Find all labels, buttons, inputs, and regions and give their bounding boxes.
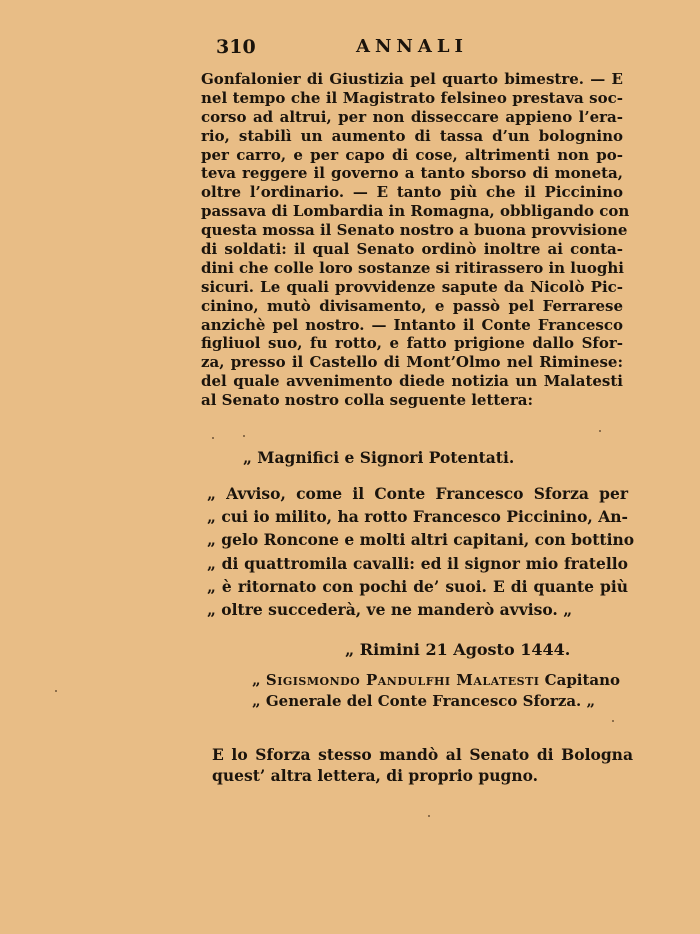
letter-date: „ Rimini 21 Agosto 1444. — [345, 640, 571, 659]
letter-body — [207, 482, 635, 621]
signature-title: Capitano — [539, 671, 621, 689]
closing-line-last: quest’ altra lettera, di proprio pugno. — [212, 765, 539, 785]
body-text — [201, 70, 630, 410]
paper-speck — [55, 690, 57, 692]
closing-line: E lo Sforza stesso mandò al Senato di Bologna — [212, 745, 633, 764]
letter-line: „ è ritornato con pochi de’ suoi. E di quante più — [207, 576, 628, 596]
signature-line-1 — [252, 670, 621, 691]
text-line: corso ad altrui, per non disseccare appieno l’era- — [201, 107, 623, 126]
running-title: ANNALI — [356, 36, 468, 57]
letter-signature — [252, 670, 621, 712]
paper-speck — [612, 720, 614, 722]
text-line: anzichè pel nostro. — Intanto il Conte Francesco — [201, 315, 623, 334]
letter-line-last: „ oltre succederà, ve ne manderò avviso. „ — [207, 599, 573, 619]
text-line: teva reggere il governo a tanto sborso di moneta, — [201, 164, 623, 183]
text-line: figliuol suo, fu rotto, e fatto prigione dallo Sfor- — [201, 334, 623, 353]
text-line-last: al Senato nostro colla seguente lettera: — [201, 391, 534, 410]
text-line: passava di Lombardia in Romagna, obbligando con — [201, 202, 630, 221]
letter-line: „ cui io milito, ha rotto Francesco Piccinino, An- — [207, 507, 628, 527]
text-line: rio, stabilì un aumento di tassa d’un bolognino — [201, 126, 623, 145]
text-line: za, presso il Castello di Mont’Olmo nel Riminese: — [201, 353, 623, 372]
signature-line-2: „ Generale del Conte Francesco Sforza. „ — [252, 692, 596, 710]
signature-name: Sigismondo Pandulfhi Malatesti — [265, 671, 540, 689]
paper-speck — [428, 815, 430, 817]
paper-speck — [243, 435, 245, 437]
text-line: per carro, e per capo di cose, altrimenti non po- — [201, 145, 623, 164]
letter-salutation: „ Magnifici e Signori Potentati. — [243, 448, 515, 467]
paper-speck — [599, 430, 601, 432]
text-line: sicuri. Le quali provvidenze sapute da Nicolò Pic- — [201, 277, 623, 296]
text-line: oltre l’ordinario. — E tanto più che il Piccinino — [201, 183, 623, 202]
page-number: 310 — [216, 36, 256, 58]
page-header — [216, 36, 636, 60]
text-line: dini che colle loro sostanze si ritirassero in luoghi — [201, 258, 624, 277]
letter-line: „ Avviso, come il Conte Francesco Sforza per — [207, 484, 628, 503]
text-line: cinino, mutò divisamento, e passò pel Ferrarese — [201, 296, 623, 315]
signature-prefix: „ — [252, 671, 266, 689]
paper-speck — [212, 437, 214, 439]
closing-text — [212, 745, 633, 786]
text-line: questa mossa il Senato nostro a buona provvisione — [201, 221, 628, 240]
letter-line: „ di quattromila cavalli: ed il signor mio fratello — [207, 553, 628, 573]
text-line: Gonfalonier di Giustizia pel quarto bimestre. — E — [201, 70, 623, 88]
text-line: di soldati: il qual Senato ordinò inoltre ai conta- — [201, 240, 623, 259]
text-line: del quale avvenimento diede notizia un Malatesti — [201, 372, 623, 391]
text-line: nel tempo che il Magistrato felsineo prestava soc- — [201, 88, 623, 107]
letter-line: „ gelo Roncone e molti altri capitani, con bottino — [207, 530, 635, 550]
